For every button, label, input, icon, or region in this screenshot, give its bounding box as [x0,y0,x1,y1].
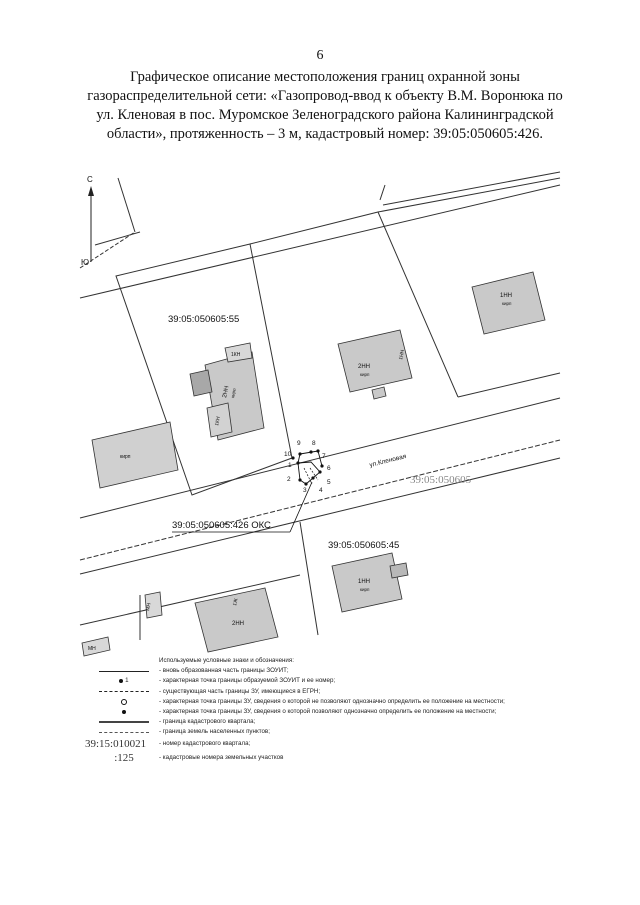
zone-point [296,461,299,464]
legend-item: - характерная точка границы ЗУ, сведения о которой не позволяют однозначно определить ее положение на местности; [95,697,555,707]
building-label: 1НН [398,349,407,361]
building-label: МН [88,646,96,652]
title-line: ул. Кленовая в пос. Муромское Зеленоградского района Калининградской [96,107,554,123]
building-label: кирп [120,454,131,460]
parcel-right-bottom [458,373,560,397]
title-line: газораспределительной сети: «Газопровод-ввод к объекту В.М. Воронюка по [87,88,563,104]
point-number: 5 [327,479,331,486]
parcel-line-a [118,178,135,232]
building-label: кирп [230,387,237,399]
point-number: 7 [322,453,326,460]
building-label: 2НН [232,621,245,627]
quarter-boundary-icon [99,721,149,723]
building-left [92,422,178,488]
building-label: кирп [502,301,512,306]
point-number: 2 [287,476,291,483]
settlement-boundary-icon [99,732,149,733]
parcel-45-left [300,522,318,635]
parcel-45-label: 39:05:050605:45 [328,540,400,551]
point-number: 1 [288,462,292,469]
building-label: кирп [360,587,370,592]
building-label: 1Ж [232,597,240,607]
building-label: 1КН [214,416,222,427]
upper-road-edge [80,185,560,298]
building-label: 1НН [500,293,513,299]
new-boundary-icon [99,671,149,672]
point-number: 10 [284,451,292,458]
zone-point [311,476,314,479]
zone-boundary [298,451,322,484]
zone-point [316,449,319,452]
legend [85,656,555,766]
legend-item: - существующая часть границы ЗУ, имеющиеся в ЕГРН; [95,687,555,697]
zone-point [298,478,301,481]
building-label: 2НН [222,385,231,399]
building-label: 1КН [231,352,241,358]
parcel-55-label: 39:05:050605:55 [168,314,240,325]
building-center-porch [372,387,386,399]
title-line: области», протяженность – 3 м, кадастровый номер: 39:05:050605:426. [106,126,544,142]
building-label: 2НН [358,364,371,370]
legend-item: 1 - характерная точка границы образуемой ЗОУИТ и ее номер; [95,676,555,686]
filled-point-icon [122,710,126,714]
page-number: 6 [316,48,324,63]
filled-point-icon [119,679,123,683]
building-shed-55 [190,370,212,396]
building-label: МН [145,602,153,612]
point-number: 4 [319,487,323,494]
building-label: кирп [360,372,370,377]
legend-item: - вновь образованная часть границы ЗОУИТ; [95,666,555,676]
building-label: 1НН [358,579,371,585]
point-number: 8 [312,440,316,447]
zone-point [320,464,323,467]
existing-boundary-icon [99,691,149,692]
building-bottom-a [195,588,278,652]
street-label: ул.Кленовая [368,453,407,469]
zone-point [291,456,294,459]
quarter-boundary-a [80,232,135,268]
building-bottom-d [82,637,110,656]
legend-item: - характерная точка границы ЗУ, сведения о которой позволяют однозначно определить ее положение на местности; [95,707,555,717]
point-number: 9 [297,440,301,447]
legend-item: - граница кадастрового квартала; [95,717,555,727]
title-line: Графическое описание местоположения границ охранной зоны [130,69,520,85]
south-label: Ю [81,258,90,267]
quarter-label: 39:05:050605 [410,474,472,486]
zone-point [304,482,307,485]
legend-item: 39:15:010021 - номер кадастрового квартала; [85,738,251,751]
zone-label: 39:05:050605:426 ОКС [172,520,271,531]
building-center [338,330,412,392]
hollow-point-icon [121,699,127,705]
zone-point [318,470,321,473]
legend-header: Используемые условные знаки и обозначения: [159,657,294,664]
point-number: 3 [303,487,307,494]
legend-item: :125 - кадастровые номера земельных участков [114,752,284,765]
zone-point [309,450,312,453]
north-arrow [81,175,94,267]
point-number: 6 [327,465,331,472]
north-label: С [87,175,93,184]
zone-point [298,452,301,455]
legend-item: - граница земель населенных пунктов; [95,727,555,737]
